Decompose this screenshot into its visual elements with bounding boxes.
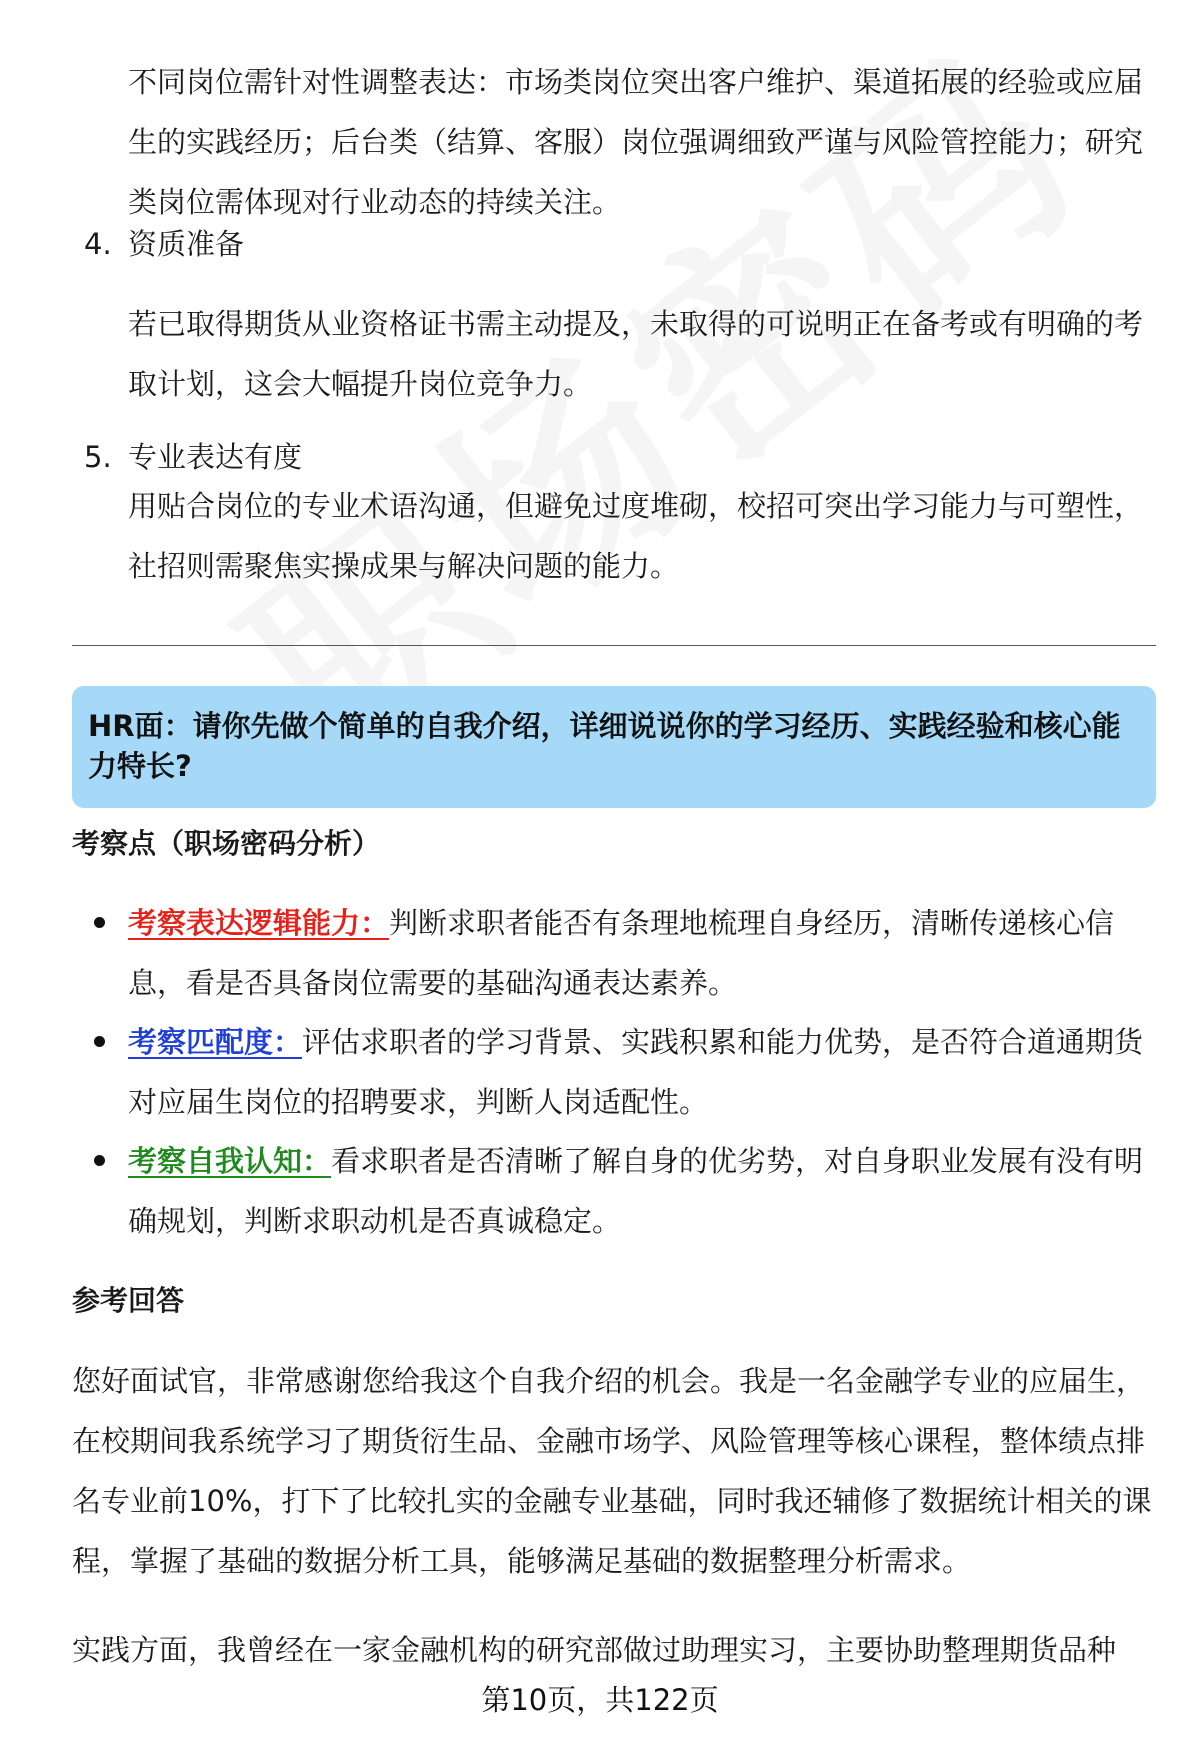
bullet-keyword: 考察匹配度： (128, 1025, 303, 1059)
question-text: HR面：请你先做个简单的自我介绍，详细说说你的学习经历、实践经验和核心能力特长? (88, 709, 1121, 783)
analysis-bullet (94, 893, 1154, 1013)
analysis-bullet (94, 1131, 1154, 1251)
bullet-dot (94, 1155, 105, 1166)
analysis-heading: 考察点（职场密码分析） (72, 827, 381, 860)
answer-heading: 参考回答 (72, 1284, 185, 1317)
answer-paragraph: 您好面试官，非常感谢您给我这个自我介绍的机会。我是一名金融学专业的应届生，在校期间我系统学习了期货衍生品、金融市场学、风险管理等核心课程，整体绩点排名专业前10%，打下了比较扎实的金融专业基础，同时我还辅修了数据统计相关的课程，掌握了基础的数据分析工具，能够满足基础的数据整理分析需求。 (72, 1364, 1152, 1578)
section-divider (72, 645, 1156, 646)
bullet-keyword: 考察自我认知： (128, 1144, 332, 1178)
analysis-bullet (94, 1012, 1154, 1132)
numbered-item-4-title (84, 214, 244, 274)
numbered-item-4-body: 若已取得期货从业资格证书需主动提及，未取得的可说明正在备考或有明确的考取计划，这会大幅提升岗位竞争力。 (128, 307, 1144, 401)
item-number: 5. (84, 440, 112, 474)
item-title: 资质准备 (128, 227, 245, 261)
bullet-text: 看求职者是否清晰了解自身的优劣势，对自身职业发展有没有明确规划，判断求职动机是否真诚稳定。 (128, 1144, 1144, 1238)
bullet-keyword: 考察表达逻辑能力： (128, 906, 390, 940)
numbered-item-5-body: 用贴合岗位的专业术语沟通，但避免过度堆砌，校招可突出学习能力与可塑性，社招则需聚焦实操成果与解决问题的能力。 (128, 489, 1144, 583)
bullet-text: 判断求职者能否有条理地梳理自身经历，清晰传递核心信息，看是否具备岗位需要的基础沟通表达素养。 (128, 906, 1115, 1000)
answer-paragraph: 实践方面，我曾经在一家金融机构的研究部做过助理实习，主要协助整理期货品种 (72, 1633, 1117, 1667)
page-footer: 第10页，共122页 (481, 1683, 719, 1717)
item-number: 4. (84, 227, 112, 261)
bullet-dot (94, 1036, 105, 1047)
bullet-text: 评估求职者的学习背景、实践积累和能力优势，是否符合道通期货对应届生岗位的招聘要求，判断人岗适配性。 (128, 1025, 1144, 1119)
question-box (72, 686, 1156, 808)
item-title: 专业表达有度 (128, 440, 303, 474)
bullet-dot (94, 917, 105, 928)
intro-paragraph: 不同岗位需针对性调整表达：市场类岗位突出客户维护、渠道拓展的经验或应届生的实践经历；后台类（结算、客服）岗位强调细致严谨与风险管控能力；研究类岗位需体现对行业动态的持续关注。 (128, 65, 1144, 219)
